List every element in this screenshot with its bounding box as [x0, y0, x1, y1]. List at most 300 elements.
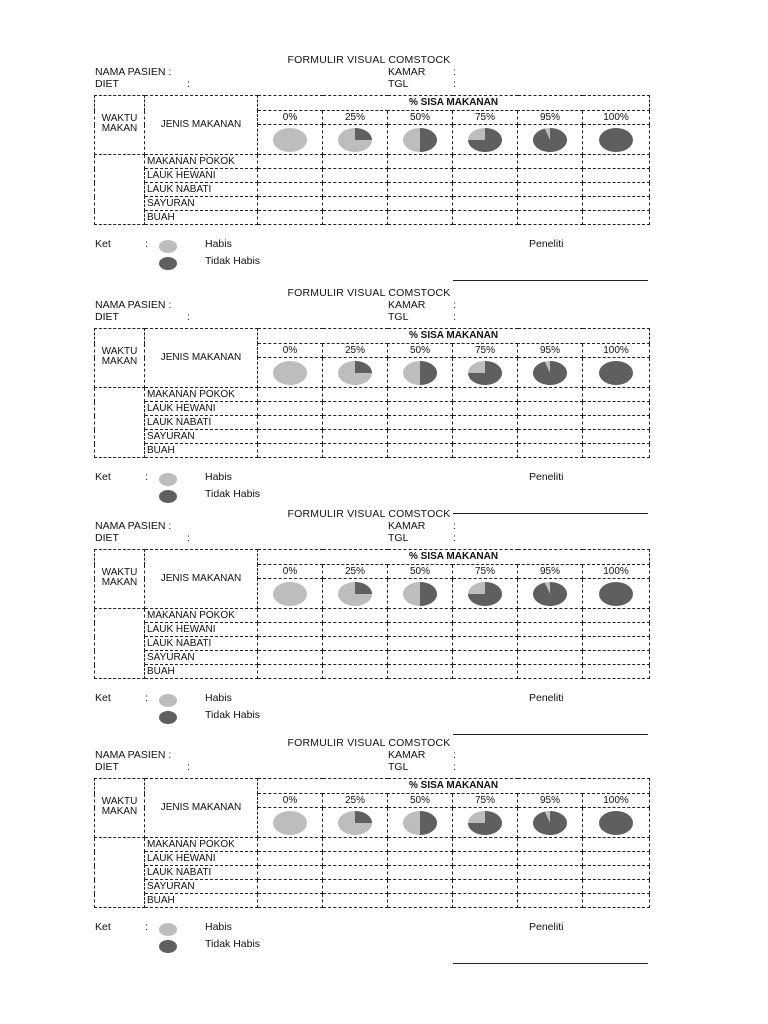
entry-cell[interactable] [388, 838, 453, 852]
plate-pie-icon [466, 580, 504, 608]
entry-cell[interactable] [518, 609, 583, 623]
entry-cell[interactable] [258, 211, 323, 225]
nama-pasien-label: NAMA PASIEN : [95, 299, 172, 311]
plate-pie-icon [271, 359, 309, 387]
entry-cell[interactable] [258, 388, 323, 402]
entry-cell[interactable] [388, 880, 453, 894]
food-type-label: MAKANAN POKOK [145, 388, 258, 402]
entry-cell[interactable] [258, 169, 323, 183]
comstock-form [0, 287, 768, 517]
entry-cell[interactable] [323, 609, 388, 623]
pie-cell [518, 579, 583, 609]
entry-cell[interactable] [518, 623, 583, 637]
entry-cell[interactable] [518, 197, 583, 211]
plate-pie-icon [336, 359, 374, 387]
entry-cell[interactable] [258, 416, 323, 430]
plate-pie-icon [597, 359, 635, 387]
entry-cell[interactable] [518, 651, 583, 665]
waktu-makan-header [95, 779, 145, 838]
comstock-table [94, 95, 650, 225]
table-header-row [95, 329, 650, 344]
food-type-label: MAKANAN POKOK [145, 838, 258, 852]
entry-cell[interactable] [453, 894, 518, 908]
entry-cell[interactable] [453, 444, 518, 458]
entry-cell[interactable] [583, 183, 650, 197]
entry-cell[interactable] [258, 155, 323, 169]
tidak-habis-label: Tidak Habis [205, 709, 261, 721]
tidak-habis-label: Tidak Habis [205, 938, 261, 950]
entry-cell[interactable] [583, 155, 650, 169]
food-type-label: BUAH [145, 211, 258, 225]
pie-cell [258, 358, 323, 388]
percent-label: 50% [388, 565, 453, 579]
waktu-makan-header [95, 550, 145, 609]
entry-cell[interactable] [388, 388, 453, 402]
entry-cell[interactable] [388, 852, 453, 866]
entry-cell[interactable] [518, 665, 583, 679]
entry-cell[interactable] [583, 838, 650, 852]
percent-label: 75% [453, 565, 518, 579]
entry-cell[interactable] [518, 388, 583, 402]
entry-cell[interactable] [323, 637, 388, 651]
pie-cell [518, 358, 583, 388]
pie-cell [258, 125, 323, 155]
entry-cell[interactable] [323, 211, 388, 225]
entry-cell[interactable] [258, 623, 323, 637]
percent-label: 95% [518, 565, 583, 579]
kamar-colon: : [453, 66, 456, 78]
makan-label: MAKAN [101, 577, 138, 588]
habis-swatch-icon [159, 694, 177, 707]
kamar-label: KAMAR [388, 299, 426, 311]
waktu-makan-cell[interactable] [95, 609, 145, 679]
entry-cell[interactable] [518, 430, 583, 444]
food-type-label: LAUK NABATI [145, 183, 258, 197]
percent-label: 95% [518, 344, 583, 358]
tidak-habis-swatch-icon [159, 940, 177, 953]
percent-label: 25% [323, 111, 388, 125]
entry-cell[interactable] [583, 444, 650, 458]
tidak-habis-swatch-icon [159, 257, 177, 270]
percent-label: 25% [323, 344, 388, 358]
habis-label: Habis [205, 921, 232, 933]
tgl-colon: : [453, 761, 456, 773]
makan-label: MAKAN [101, 806, 138, 817]
pie-cell [323, 358, 388, 388]
entry-cell[interactable] [453, 211, 518, 225]
nama-pasien-label: NAMA PASIEN : [95, 66, 172, 78]
kamar-label: KAMAR [388, 66, 426, 78]
diet-label: DIET [95, 532, 119, 544]
table-row [95, 197, 650, 211]
table-row [95, 623, 650, 637]
waktu-label: WAKTU [101, 113, 138, 124]
comstock-form [0, 508, 768, 738]
pie-cell [453, 808, 518, 838]
entry-cell[interactable] [388, 866, 453, 880]
table-row [95, 444, 650, 458]
entry-cell[interactable] [583, 880, 650, 894]
entry-cell[interactable] [388, 197, 453, 211]
entry-cell[interactable] [258, 197, 323, 211]
entry-cell[interactable] [518, 211, 583, 225]
entry-cell[interactable] [323, 416, 388, 430]
ket-label: Ket [95, 238, 111, 250]
comstock-table [94, 549, 650, 679]
makan-label: MAKAN [101, 123, 138, 134]
entry-cell[interactable] [258, 637, 323, 651]
plate-pie-icon [401, 580, 439, 608]
entry-cell[interactable] [323, 402, 388, 416]
ket-label: Ket [95, 471, 111, 483]
entry-cell[interactable] [453, 623, 518, 637]
percent-label: 100% [583, 111, 650, 125]
comstock-table [94, 778, 650, 908]
signature-line[interactable] [453, 963, 648, 964]
form-title: FORMULIR VISUAL COMSTOCK [287, 508, 451, 520]
pie-cell [258, 808, 323, 838]
table-row [95, 880, 650, 894]
entry-cell[interactable] [453, 852, 518, 866]
entry-cell[interactable] [323, 866, 388, 880]
table-row [95, 651, 650, 665]
waktu-label: WAKTU [101, 567, 138, 578]
percent-label: 50% [388, 344, 453, 358]
sisa-makanan-header: % SISA MAKANAN [258, 96, 650, 111]
form-title: FORMULIR VISUAL COMSTOCK [287, 737, 451, 749]
table-row [95, 852, 650, 866]
habis-swatch-icon [159, 473, 177, 486]
entry-cell[interactable] [453, 183, 518, 197]
peneliti-label: Peneliti [529, 692, 564, 704]
entry-cell[interactable] [323, 430, 388, 444]
habis-label: Habis [205, 238, 232, 250]
pie-cell [388, 125, 453, 155]
waktu-label: WAKTU [101, 346, 138, 357]
entry-cell[interactable] [583, 894, 650, 908]
tgl-label: TGL [388, 761, 409, 773]
entry-cell[interactable] [323, 651, 388, 665]
entry-cell[interactable] [583, 430, 650, 444]
entry-cell[interactable] [518, 838, 583, 852]
plate-pie-icon [597, 809, 635, 837]
entry-cell[interactable] [388, 430, 453, 444]
food-type-label: LAUK NABATI [145, 637, 258, 651]
percent-label: 50% [388, 111, 453, 125]
entry-cell[interactable] [323, 852, 388, 866]
entry-cell[interactable] [583, 197, 650, 211]
diet-colon: : [187, 532, 190, 544]
entry-cell[interactable] [323, 838, 388, 852]
tgl-label: TGL [388, 311, 409, 323]
food-type-label: MAKANAN POKOK [145, 155, 258, 169]
tidak-habis-label: Tidak Habis [205, 488, 261, 500]
entry-cell[interactable] [388, 651, 453, 665]
percent-label: 75% [453, 794, 518, 808]
pie-cell [583, 358, 650, 388]
entry-cell[interactable] [323, 388, 388, 402]
habis-label: Habis [205, 692, 232, 704]
entry-cell[interactable] [518, 444, 583, 458]
percent-label: 50% [388, 794, 453, 808]
entry-cell[interactable] [518, 169, 583, 183]
entry-cell[interactable] [518, 155, 583, 169]
entry-cell[interactable] [453, 388, 518, 402]
diet-label: DIET [95, 311, 119, 323]
waktu-makan-header [95, 96, 145, 155]
entry-cell[interactable] [453, 838, 518, 852]
habis-swatch-icon [159, 923, 177, 936]
entry-cell[interactable] [323, 623, 388, 637]
plate-pie-icon [401, 359, 439, 387]
waktu-label: WAKTU [101, 796, 138, 807]
pie-cell [388, 579, 453, 609]
entry-cell[interactable] [258, 838, 323, 852]
entry-cell[interactable] [258, 880, 323, 894]
jenis-makanan-header: JENIS MAKANAN [145, 779, 258, 838]
entry-cell[interactable] [583, 388, 650, 402]
entry-cell[interactable] [323, 155, 388, 169]
nama-pasien-label: NAMA PASIEN : [95, 520, 172, 532]
table-row [95, 838, 650, 852]
habis-label: Habis [205, 471, 232, 483]
tgl-label: TGL [388, 532, 409, 544]
pie-cell [518, 808, 583, 838]
habis-swatch-icon [159, 240, 177, 253]
peneliti-label: Peneliti [529, 471, 564, 483]
entry-cell[interactable] [453, 169, 518, 183]
food-type-label: LAUK NABATI [145, 416, 258, 430]
ket-label: Ket [95, 921, 111, 933]
food-type-label: SAYURAN [145, 651, 258, 665]
tgl-label: TGL [388, 78, 409, 90]
plate-pie-icon [271, 809, 309, 837]
entry-cell[interactable] [583, 609, 650, 623]
pie-cell [323, 125, 388, 155]
entry-cell[interactable] [583, 866, 650, 880]
comstock-table [94, 328, 650, 458]
food-type-label: LAUK HEWANI [145, 623, 258, 637]
entry-cell[interactable] [323, 665, 388, 679]
entry-cell[interactable] [518, 183, 583, 197]
entry-cell[interactable] [388, 169, 453, 183]
entry-cell[interactable] [453, 609, 518, 623]
entry-cell[interactable] [388, 637, 453, 651]
entry-cell[interactable] [323, 197, 388, 211]
entry-cell[interactable] [518, 402, 583, 416]
tidak-habis-swatch-icon [159, 490, 177, 503]
plate-pie-icon [466, 359, 504, 387]
food-type-label: BUAH [145, 444, 258, 458]
peneliti-label: Peneliti [529, 921, 564, 933]
kamar-label: KAMAR [388, 520, 426, 532]
entry-cell[interactable] [388, 894, 453, 908]
percent-label: 0% [258, 111, 323, 125]
entry-cell[interactable] [323, 183, 388, 197]
entry-cell[interactable] [518, 416, 583, 430]
entry-cell[interactable] [388, 665, 453, 679]
waktu-makan-header [95, 329, 145, 388]
percent-label: 75% [453, 111, 518, 125]
entry-cell[interactable] [583, 637, 650, 651]
kamar-label: KAMAR [388, 749, 426, 761]
table-header-row [95, 779, 650, 794]
entry-cell[interactable] [388, 211, 453, 225]
food-type-label: LAUK HEWANI [145, 852, 258, 866]
entry-cell[interactable] [583, 852, 650, 866]
pie-cell [583, 808, 650, 838]
entry-cell[interactable] [453, 880, 518, 894]
entry-cell[interactable] [323, 880, 388, 894]
entry-cell[interactable] [258, 444, 323, 458]
plate-pie-icon [271, 126, 309, 154]
entry-cell[interactable] [453, 416, 518, 430]
entry-cell[interactable] [453, 637, 518, 651]
entry-cell[interactable] [388, 155, 453, 169]
table-row [95, 430, 650, 444]
kamar-colon: : [453, 749, 456, 761]
entry-cell[interactable] [518, 852, 583, 866]
percent-label: 95% [518, 111, 583, 125]
entry-cell[interactable] [518, 866, 583, 880]
table-row [95, 866, 650, 880]
percent-label: 100% [583, 344, 650, 358]
entry-cell[interactable] [583, 416, 650, 430]
percent-label: 75% [453, 344, 518, 358]
ket-colon: : [145, 471, 148, 483]
table-header-row [95, 96, 650, 111]
food-type-label: SAYURAN [145, 430, 258, 444]
pie-cell [453, 125, 518, 155]
table-row [95, 402, 650, 416]
jenis-makanan-header: JENIS MAKANAN [145, 550, 258, 609]
entry-cell[interactable] [583, 211, 650, 225]
entry-cell[interactable] [388, 609, 453, 623]
waktu-makan-cell[interactable] [95, 388, 145, 458]
plate-pie-icon [531, 126, 569, 154]
plate-pie-icon [531, 359, 569, 387]
diet-colon: : [187, 761, 190, 773]
entry-cell[interactable] [388, 623, 453, 637]
plate-pie-icon [531, 809, 569, 837]
entry-cell[interactable] [453, 402, 518, 416]
table-row [95, 637, 650, 651]
table-row [95, 183, 650, 197]
diet-label: DIET [95, 761, 119, 773]
table-row [95, 169, 650, 183]
pie-cell [453, 579, 518, 609]
entry-cell[interactable] [258, 894, 323, 908]
entry-cell[interactable] [258, 665, 323, 679]
entry-cell[interactable] [388, 183, 453, 197]
pie-cell [583, 125, 650, 155]
table-row [95, 894, 650, 908]
comstock-form [0, 737, 768, 967]
entry-cell[interactable] [258, 866, 323, 880]
plate-pie-icon [336, 126, 374, 154]
percent-label: 25% [323, 794, 388, 808]
signature-line[interactable] [453, 280, 648, 281]
sisa-makanan-header: % SISA MAKANAN [258, 550, 650, 565]
entry-cell[interactable] [583, 651, 650, 665]
entry-cell[interactable] [388, 444, 453, 458]
entry-cell[interactable] [258, 651, 323, 665]
entry-cell[interactable] [518, 637, 583, 651]
entry-cell[interactable] [258, 609, 323, 623]
plate-pie-icon [597, 126, 635, 154]
entry-cell[interactable] [323, 894, 388, 908]
tidak-habis-label: Tidak Habis [205, 255, 261, 267]
entry-cell[interactable] [453, 651, 518, 665]
entry-cell[interactable] [388, 416, 453, 430]
tgl-colon: : [453, 532, 456, 544]
percent-label: 0% [258, 794, 323, 808]
entry-cell[interactable] [453, 197, 518, 211]
plate-pie-icon [271, 580, 309, 608]
pie-cell [258, 579, 323, 609]
nama-pasien-label: NAMA PASIEN : [95, 749, 172, 761]
entry-cell[interactable] [518, 894, 583, 908]
peneliti-label: Peneliti [529, 238, 564, 250]
entry-cell[interactable] [258, 183, 323, 197]
percent-label: 25% [323, 565, 388, 579]
entry-cell[interactable] [258, 852, 323, 866]
table-row [95, 665, 650, 679]
waktu-makan-cell[interactable] [95, 155, 145, 225]
entry-cell[interactable] [583, 665, 650, 679]
signature-line[interactable] [453, 734, 648, 735]
food-type-label: SAYURAN [145, 197, 258, 211]
food-type-label: MAKANAN POKOK [145, 609, 258, 623]
food-type-label: SAYURAN [145, 880, 258, 894]
food-type-label: LAUK HEWANI [145, 402, 258, 416]
plate-pie-icon [336, 809, 374, 837]
food-type-label: BUAH [145, 665, 258, 679]
entry-cell[interactable] [388, 402, 453, 416]
entry-cell[interactable] [583, 623, 650, 637]
ket-label: Ket [95, 692, 111, 704]
percent-label: 0% [258, 344, 323, 358]
entry-cell[interactable] [323, 169, 388, 183]
entry-cell[interactable] [258, 402, 323, 416]
entry-cell[interactable] [453, 866, 518, 880]
entry-cell[interactable] [453, 430, 518, 444]
form-title: FORMULIR VISUAL COMSTOCK [287, 54, 451, 66]
makan-label: MAKAN [101, 356, 138, 367]
waktu-makan-cell[interactable] [95, 838, 145, 908]
diet-colon: : [187, 78, 190, 90]
pie-cell [518, 125, 583, 155]
pie-cell [323, 808, 388, 838]
percent-label: 100% [583, 565, 650, 579]
diet-label: DIET [95, 78, 119, 90]
entry-cell[interactable] [258, 430, 323, 444]
percent-label: 100% [583, 794, 650, 808]
table-row [95, 388, 650, 402]
entry-cell[interactable] [583, 169, 650, 183]
ket-colon: : [145, 238, 148, 250]
entry-cell[interactable] [453, 155, 518, 169]
sisa-makanan-header: % SISA MAKANAN [258, 329, 650, 344]
ket-colon: : [145, 692, 148, 704]
ket-colon: : [145, 921, 148, 933]
entry-cell[interactable] [518, 880, 583, 894]
tgl-colon: : [453, 311, 456, 323]
entry-cell[interactable] [453, 665, 518, 679]
entry-cell[interactable] [583, 402, 650, 416]
entry-cell[interactable] [323, 444, 388, 458]
form-title: FORMULIR VISUAL COMSTOCK [287, 287, 451, 299]
